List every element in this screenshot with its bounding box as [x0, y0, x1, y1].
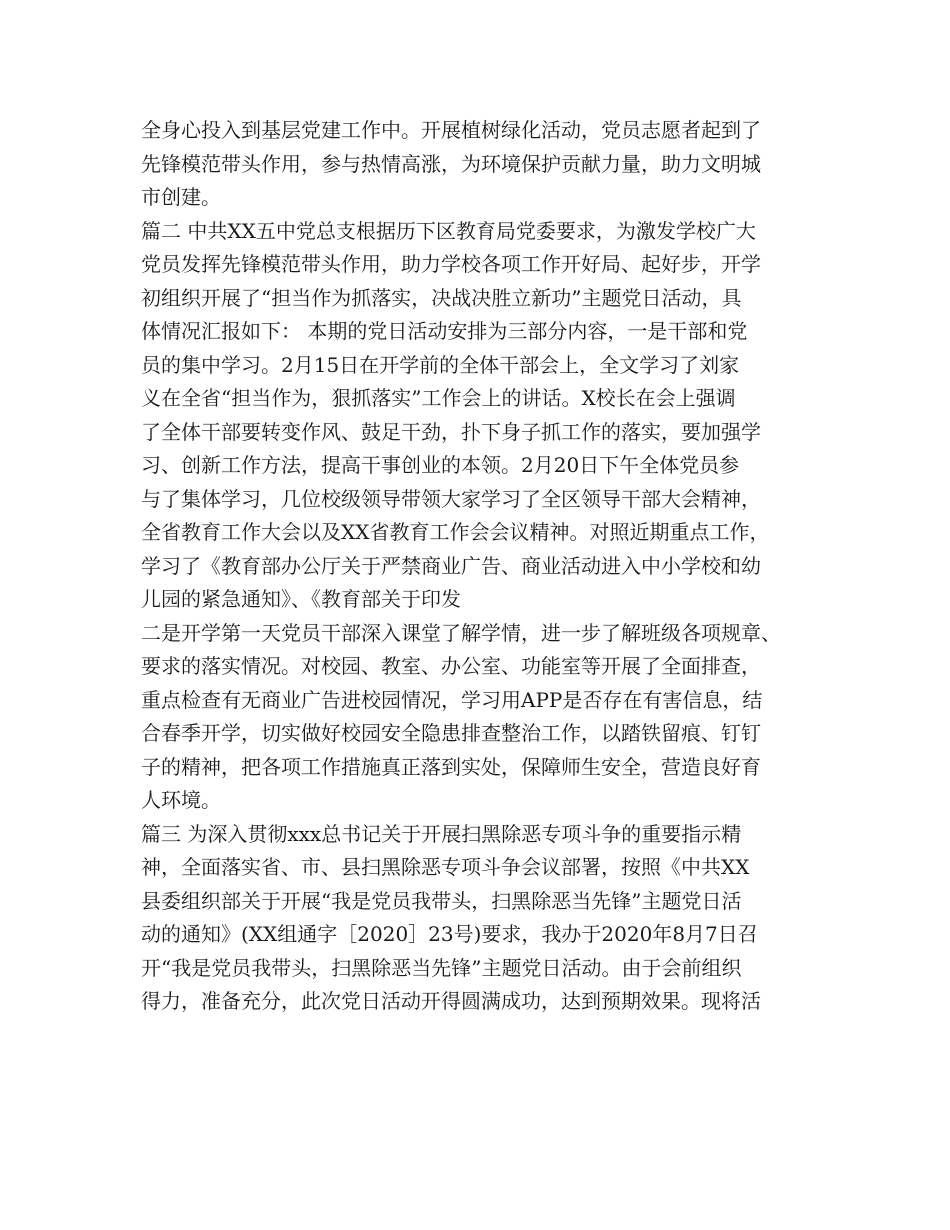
text-line: 二是开学第一天党员干部深入课堂了解学情，进一步了解班级各项规章、	[141, 620, 781, 645]
text-line: 全身心投入到基层党建工作中。开展植树绿化活动，党员志愿者起到了	[141, 118, 761, 142]
text-line: 篇二 中共XX五中党总支根据历下区教育局党委要求，为激发学校广大	[141, 218, 756, 243]
text-line: 初组织开展了“担当作为抓落实，决战决胜立新功”主题党日活动，具	[141, 285, 742, 310]
text-line: 习、创新工作方法，提高干事创业的本领。2月20日下午全体党员参	[141, 453, 740, 477]
document-body	[141, 114, 831, 1019]
text-line: 儿园的紧急通知》、《教育部关于印发	[141, 587, 461, 611]
text-line: 党员发挥先锋模范带头作用，助力学校各项工作开好局、起好步，开学	[141, 252, 761, 276]
text-line: 员的集中学习。2月15日在开学前的全体干部会上，全文学习了刘家	[141, 352, 740, 377]
text-line: 神，全面落实省、市、县扫黑除恶专项斗争会议部署，按照《中共XX	[141, 855, 750, 879]
text-line: 子的精神，把各项工作措施真正落到实处，保障师生安全，营造良好育	[141, 754, 761, 779]
text-line: 合春季开学，切实做好校园安全隐患排查整治工作，以踏铁留痕、钉钉	[141, 721, 761, 745]
text-line: 全省教育工作大会以及XX省教育工作会会议精神。对照近期重点工作，	[141, 520, 770, 544]
text-line: 学习了《教育部办公厅关于严禁商业广告、商业活动进入中小学校和幼	[141, 553, 761, 578]
text-line: 要求的落实情况。对校园、教室、办公室、功能室等开展了全面排查，	[141, 654, 761, 678]
text-line: 义在全省“担当作为，狠抓落实”工作会上的讲话。X校长在会上强调	[141, 386, 736, 410]
text-line: 人环境。	[141, 788, 221, 812]
text-line: 先锋模范带头作用，参与热情高涨，为环境保护贡献力量，助力文明城	[141, 151, 761, 176]
text-line: 体情况汇报如下： 本期的党日活动安排为三部分内容，一是干部和党	[141, 319, 748, 343]
text-line: 重点检查有无商业广告进校园情况，学习用APP是否存在有害信息，结	[141, 687, 763, 712]
text-line: 与了集体学习，几位校级领导带领大家学习了全区领导干部大会精神，	[141, 486, 761, 511]
text-line: 了全体干部要转变作风、鼓足干劲，扑下身子抓工作的落实，要加强学	[141, 419, 761, 444]
text-line: 动的通知》(XX组通字［2020］23号)要求，我办于2020年8月7日召	[141, 922, 758, 946]
text-line: 县委组织部关于开展“我是党员我带头，扫黑除恶当先锋”主题党日活	[141, 888, 742, 913]
text-line: 得力，准备充分，此次党日活动开得圆满成功，达到预期效果。现将活	[141, 989, 761, 1013]
text-line: 市创建。	[141, 185, 221, 209]
text-line: 篇三 为深入贯彻xxx总书记关于开展扫黑除恶专项斗争的重要指示精	[141, 821, 742, 846]
text-line: 开“我是党员我带头，扫黑除恶当先锋”主题党日活动。由于会前组织	[141, 955, 742, 980]
